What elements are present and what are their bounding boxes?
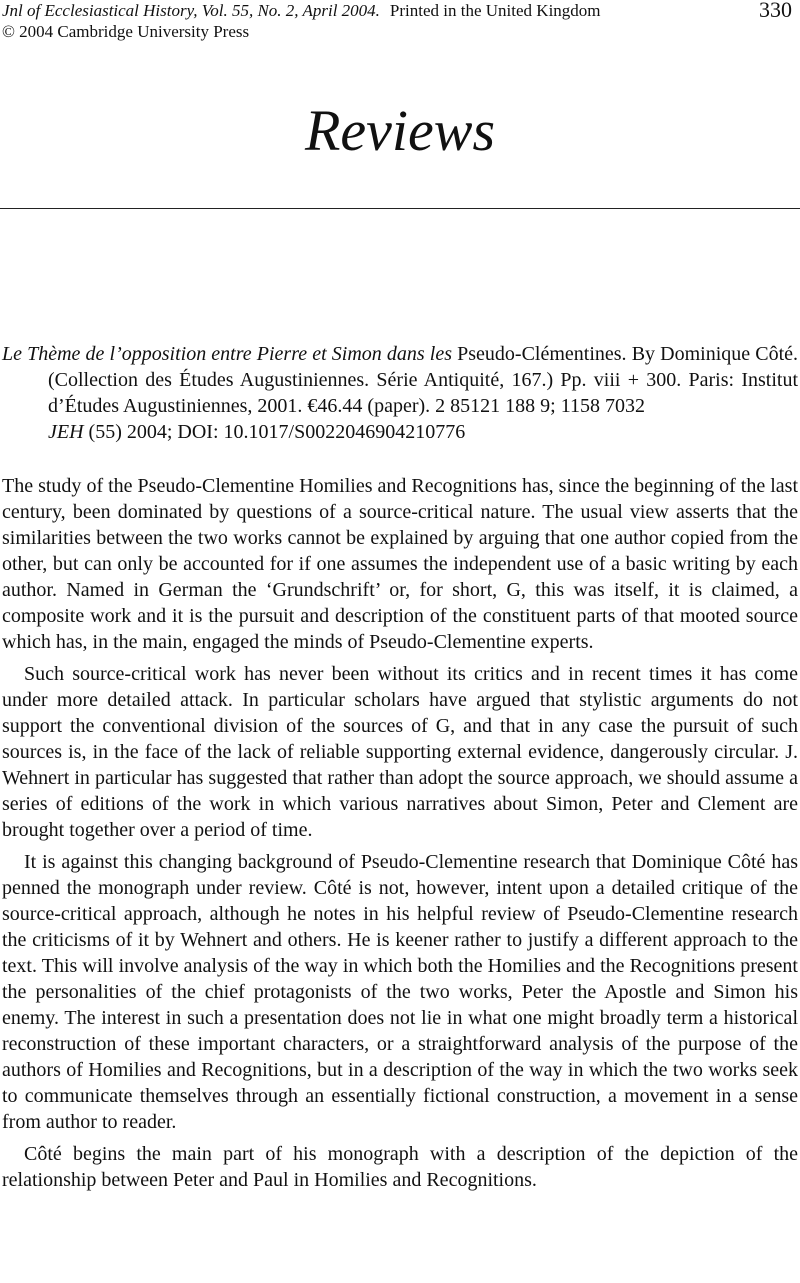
jeh-reference-line xyxy=(48,419,798,445)
page-number: 330 xyxy=(759,0,792,22)
paragraph-2: Such source-critical work has never been without its critics and in recent times it has come under more detailed attack. In particular scholars have argued that stylistic arguments do not support the conventional division of the sources of G, and that in any case the pursuit of such sources is, in the face of the lack of reliable supporting external evidence, dangerously circular. J. Wehnert in particular has suggested that rather than adopt the source approach, we should assume a series of editions of the work in which various narratives about Simon, Peter and Clement are brought together over a period of time. xyxy=(2,663,798,841)
book-title-italic: Le Thème de l’opposition entre Pierre et Simon dans les xyxy=(2,343,452,365)
paragraph-1: The study of the Pseudo-Clementine Homilies and Recognitions has, since the beginning of the last century, been dominated by questions of a source-critical nature. The usual view asserts that the similarities between the two works cannot be explained by arguing that one author copied from the other, but can only be accounted for if one assumes the independent use of a basic writing by each author. Named in German the ‘Grundschrift’ or, for short, G, this was itself, it is claimed, a composite work and it is the pursuit and description of the constituent parts of that mooted source which has, in the main, engaged the minds of Pseudo-Clementine experts. xyxy=(2,475,798,653)
horizontal-rule xyxy=(0,208,800,209)
paragraph-3: It is against this changing background of Pseudo-Clementine research that Dominique Côté has penned the monograph under review. Côté is not, however, intent upon a detailed critique of the source-critical approach, although he notes in his helpful review of Pseudo-Clementine research the criticisms of it by Wehnert and others. He is keener rather to justify a different approach to the text. This will involve analysis of the way in which both the Homilies and the Recognitions present the personalities of the chief protagonists of the two works, Peter the Apostle and Simon his enemy. The interest in such a presentation does not lie in what one might broadly term a historical reconstruction of these important characters, or a straightforward analysis of the purpose of the authors of Homilies and Recognitions, but in a description of the way in which the two works seek to communicate themselves through an essentially fictional construction, a movement in a sense from author to reader. xyxy=(2,851,798,1133)
book-details: By Dominique Côté. (Collection des Études Augustiniennes. Série Antiquité, 167.) Pp. viii + 300. Paris: Institut d’Études Augustiniennes, 2001. €46.44 (paper). 2 85121 188 9; 1158 7032 xyxy=(48,343,799,417)
review-body xyxy=(2,473,798,1199)
printed-notice: Printed in the United Kingdom xyxy=(389,1,601,20)
jeh-label: JEH xyxy=(48,421,84,443)
jeh-doi: (55) 2004; DOI: 10.1017/S0022046904210776 xyxy=(88,421,466,443)
section-title: Reviews xyxy=(304,98,496,163)
copyright-line: © 2004 Cambridge University Press xyxy=(2,22,250,41)
running-header xyxy=(2,0,798,42)
paragraph-4: Côté begins the main part of his monograph with a description of the depiction of the relationship between Peter and Paul in Homilies and Recognitions. xyxy=(2,1143,798,1191)
review-citation xyxy=(2,341,798,445)
book-title-roman: Pseudo-Clémentines. xyxy=(457,343,627,365)
journal-citation-line xyxy=(2,0,798,21)
journal-name: Jnl of Ecclesiastical History, Vol. 55, No. 2, April 2004. xyxy=(2,1,380,20)
